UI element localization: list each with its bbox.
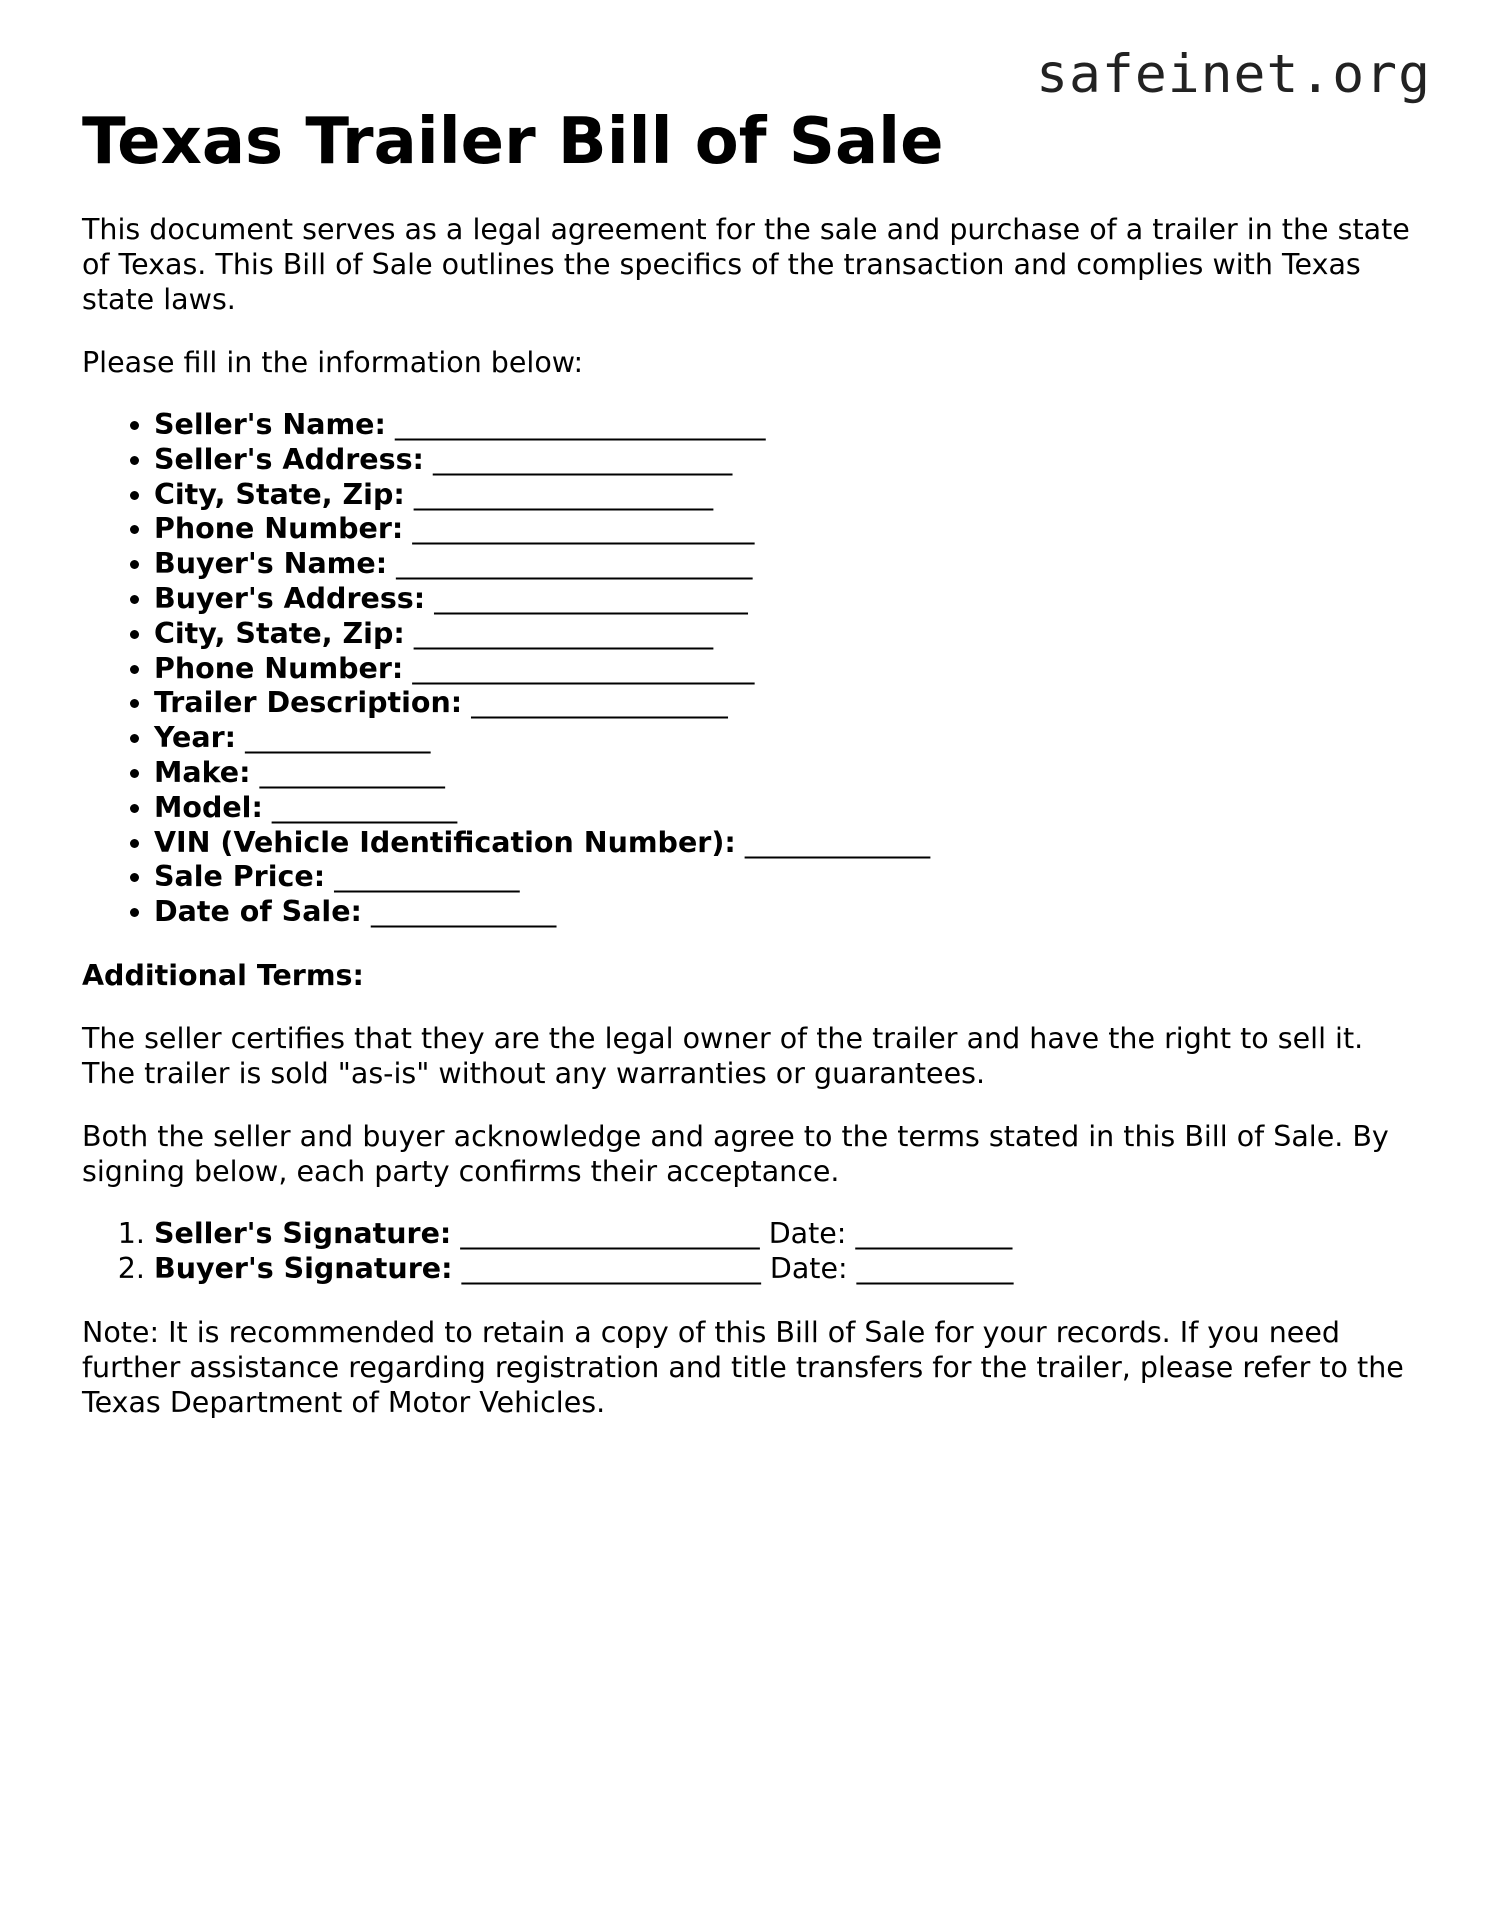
field-seller-phone <box>154 512 1422 547</box>
signature-label: Seller's Signature: <box>154 1216 452 1250</box>
field-trailer-description <box>154 686 1422 721</box>
signature-list <box>82 1217 1422 1287</box>
field-list <box>82 408 1422 930</box>
intro-paragraph: This document serves as a legal agreement for the sale and purchase of a trailer in the state of Texas. This Bill of Sale outlines the specifics of the transaction and complies with Texas state laws. <box>82 213 1410 316</box>
field-sellers-address <box>154 443 1422 478</box>
note-paragraph: Note: It is recommended to retain a copy of this Bill of Sale for your records. If you need further assistance regarding registration and title transfers for the trailer, please refer to the Texas Department of Motor Vehicles. <box>82 1315 1404 1419</box>
additional-terms-heading: Additional Terms: <box>82 958 364 992</box>
date-label: Date: <box>769 1251 848 1285</box>
field-blank[interactable]: _____________________ <box>413 616 714 650</box>
date-label: Date: <box>768 1216 847 1250</box>
field-blank[interactable]: _____________ <box>370 895 557 929</box>
field-label: Model: <box>154 790 263 824</box>
field-blank[interactable]: __________________________ <box>394 408 766 441</box>
field-blank[interactable]: ________________________ <box>412 651 755 685</box>
field-seller-city-state-zip <box>154 478 1422 513</box>
field-label: Phone Number: <box>154 512 404 546</box>
field-buyer-city-state-zip <box>154 617 1422 652</box>
seller-signature-line <box>154 1217 1422 1252</box>
field-label: Seller's Address: <box>154 442 424 476</box>
field-label: Trailer Description: <box>154 686 463 720</box>
page-title: Texas Trailer Bill of Sale <box>82 105 944 179</box>
field-blank[interactable]: _____________ <box>245 721 431 755</box>
field-blank[interactable]: _________________________ <box>396 547 753 581</box>
field-label: Sale Price: <box>154 860 326 894</box>
field-label: Buyer's Name: <box>154 547 388 581</box>
date-blank[interactable]: ___________ <box>855 1216 1013 1250</box>
field-blank[interactable]: ________________________ <box>412 512 755 546</box>
field-blank[interactable]: _____________ <box>744 825 931 859</box>
terms-paragraph-acceptance: Both the seller and buyer acknowledge and agree to the terms stated in this Bill of Sale. By signing below, each party confirms their acceptance. <box>82 1119 1389 1188</box>
field-sale-price <box>154 860 1422 895</box>
terms-paragraph-ownership: The seller certifies that they are the legal owner of the trailer and have the right to sell it. The trailer is sold "as-is" without any warranties or guarantees. <box>82 1021 1364 1090</box>
field-blank[interactable]: _____________________ <box>433 442 733 476</box>
field-label: Date of Sale: <box>154 895 362 929</box>
field-sellers-name <box>154 408 1422 443</box>
field-blank[interactable]: _____________________ <box>413 477 714 511</box>
field-blank[interactable]: _____________ <box>271 790 458 824</box>
field-label: Seller's Name: <box>154 408 386 441</box>
field-label: Make: <box>154 755 251 789</box>
signature-blank[interactable]: _____________________ <box>461 1251 761 1285</box>
signature-blank[interactable]: _____________________ <box>460 1216 760 1250</box>
document-page <box>82 104 1422 1420</box>
field-date-of-sale <box>154 895 1422 930</box>
field-label: Year: <box>154 721 237 755</box>
field-year <box>154 721 1422 756</box>
field-blank[interactable]: __________________ <box>471 686 728 720</box>
buyer-signature-line <box>154 1252 1422 1287</box>
field-label: VIN (Vehicle Identification Number): <box>154 825 736 859</box>
field-label: City, State, Zip: <box>154 477 405 511</box>
field-blank[interactable]: _____________ <box>259 755 445 789</box>
fill-prompt: Please fill in the information below: <box>82 346 584 379</box>
field-label: Buyer's Address: <box>154 581 426 615</box>
field-make <box>154 756 1422 791</box>
signature-label: Buyer's Signature: <box>154 1251 453 1285</box>
date-blank[interactable]: ___________ <box>856 1251 1014 1285</box>
field-vin <box>154 826 1422 861</box>
field-buyer-phone <box>154 652 1422 687</box>
field-label: Phone Number: <box>154 651 404 685</box>
watermark: safeinet.org <box>1036 44 1431 105</box>
field-blank[interactable]: ______________________ <box>434 581 748 615</box>
field-model <box>154 791 1422 826</box>
field-buyers-address <box>154 582 1422 617</box>
field-buyers-name <box>154 547 1422 582</box>
field-blank[interactable]: _____________ <box>334 860 520 894</box>
field-label: City, State, Zip: <box>154 616 405 650</box>
